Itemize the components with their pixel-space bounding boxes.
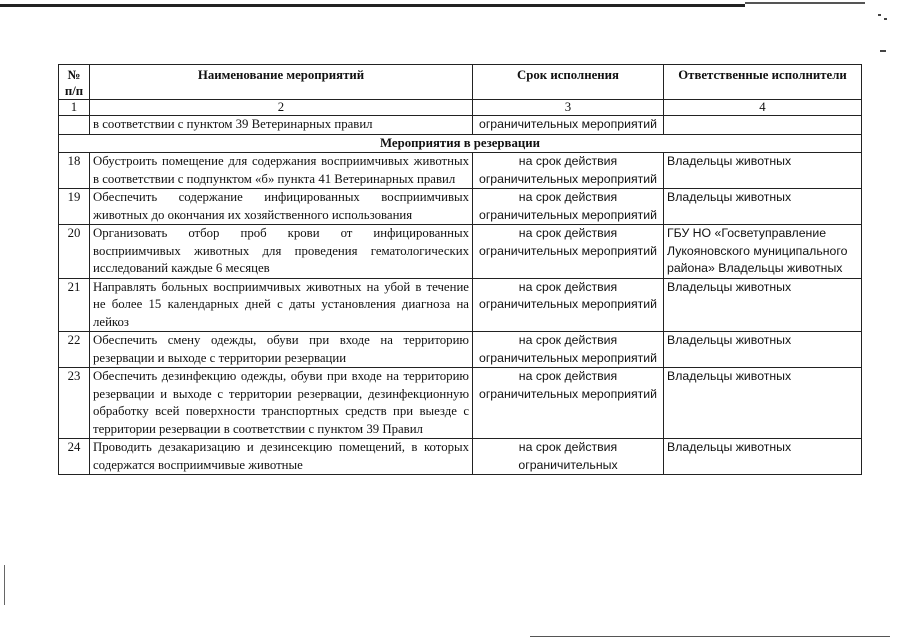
row-measure: Обеспечить содержание инфицированных восприимчивых животных до окончания их хозяйственного использования bbox=[90, 189, 473, 225]
scan-margin-mark bbox=[4, 565, 5, 605]
table-row bbox=[59, 368, 862, 439]
row-responsible: ГБУ НО «Госветуправление Лукояновского муниципального района» Владельцы животных bbox=[664, 225, 862, 279]
row-responsible: Владельцы животных bbox=[664, 153, 862, 189]
row-term: ограничительных мероприятий bbox=[473, 116, 664, 135]
continuation-row bbox=[59, 116, 862, 135]
column-number: 2 bbox=[90, 100, 473, 116]
section-row bbox=[59, 134, 862, 153]
row-responsible: Владельцы животных bbox=[664, 278, 862, 332]
row-term: на срок действия ограничительных мероприятий bbox=[473, 189, 664, 225]
header-responsible: Ответственные исполнители bbox=[664, 65, 862, 100]
top-border-line bbox=[0, 4, 745, 7]
scan-speck bbox=[880, 50, 886, 52]
row-number: 24 bbox=[59, 439, 90, 475]
table-row bbox=[59, 439, 862, 475]
row-responsible: Владельцы животных bbox=[664, 368, 862, 439]
column-number: 4 bbox=[664, 100, 862, 116]
row-measure: Обеспечить смену одежды, обуви при входе на территорию резервации и выходе с территории резервации bbox=[90, 332, 473, 368]
scan-speck bbox=[878, 14, 881, 16]
measures-table bbox=[58, 64, 862, 475]
row-number bbox=[59, 116, 90, 135]
row-term: на срок действия ограничительных мероприятий bbox=[473, 278, 664, 332]
table-row bbox=[59, 189, 862, 225]
row-term: на срок действия ограничительных мероприятий bbox=[473, 332, 664, 368]
table-row bbox=[59, 332, 862, 368]
header-num: № п/п bbox=[59, 65, 90, 100]
column-number: 1 bbox=[59, 100, 90, 116]
row-measure: Проводить дезакаризацию и дезинсекцию помещений, в которых содержатся восприимчивые животные bbox=[90, 439, 473, 475]
column-number-row bbox=[59, 100, 862, 116]
row-number: 21 bbox=[59, 278, 90, 332]
row-number: 22 bbox=[59, 332, 90, 368]
row-term: на срок действия ограничительных мероприятий bbox=[473, 153, 664, 189]
row-term: на срок действия ограничительных мероприятий bbox=[473, 225, 664, 279]
section-title: Мероприятия в резервации bbox=[59, 134, 862, 153]
table-row bbox=[59, 225, 862, 279]
top-border-line-faint bbox=[745, 2, 865, 4]
row-number: 19 bbox=[59, 189, 90, 225]
row-measure: Обеспечить дезинфекцию одежды, обуви при входе на территорию резервации и выходе с территории резервации, дезинфекционную обработку всей поверхности транспортных средств при выезде с территории резервации в соответствии с пунктом 39 Правил bbox=[90, 368, 473, 439]
row-responsible: Владельцы животных bbox=[664, 189, 862, 225]
bottom-border-line bbox=[530, 636, 890, 637]
row-measure: в соответствии с пунктом 39 Ветеринарных правил bbox=[90, 116, 473, 135]
row-responsible: Владельцы животных bbox=[664, 332, 862, 368]
table-header-row bbox=[59, 65, 862, 100]
header-name: Наименование мероприятий bbox=[90, 65, 473, 100]
row-term: на срок действия ограничительных bbox=[473, 439, 664, 475]
table-row bbox=[59, 278, 862, 332]
header-term: Срок исполнения bbox=[473, 65, 664, 100]
row-number: 18 bbox=[59, 153, 90, 189]
row-responsible bbox=[664, 116, 862, 135]
row-number: 20 bbox=[59, 225, 90, 279]
row-measure: Обустроить помещение для содержания восприимчивых животных в соответствии с подпунктом «б» пункта 41 Ветеринарных правил bbox=[90, 153, 473, 189]
table-row bbox=[59, 153, 862, 189]
column-number: 3 bbox=[473, 100, 664, 116]
row-measure: Направлять больных восприимчивых животных на убой в течение не более 15 календарных дней с даты установления диагноза на лейкоз bbox=[90, 278, 473, 332]
row-responsible: Владельцы животных bbox=[664, 439, 862, 475]
row-number: 23 bbox=[59, 368, 90, 439]
scan-speck bbox=[884, 18, 887, 20]
row-measure: Организовать отбор проб крови от инфицированных восприимчивых животных для проведения гематологических исследований каждые 6 месяцев bbox=[90, 225, 473, 279]
row-term: на срок действия ограничительных мероприятий bbox=[473, 368, 664, 439]
